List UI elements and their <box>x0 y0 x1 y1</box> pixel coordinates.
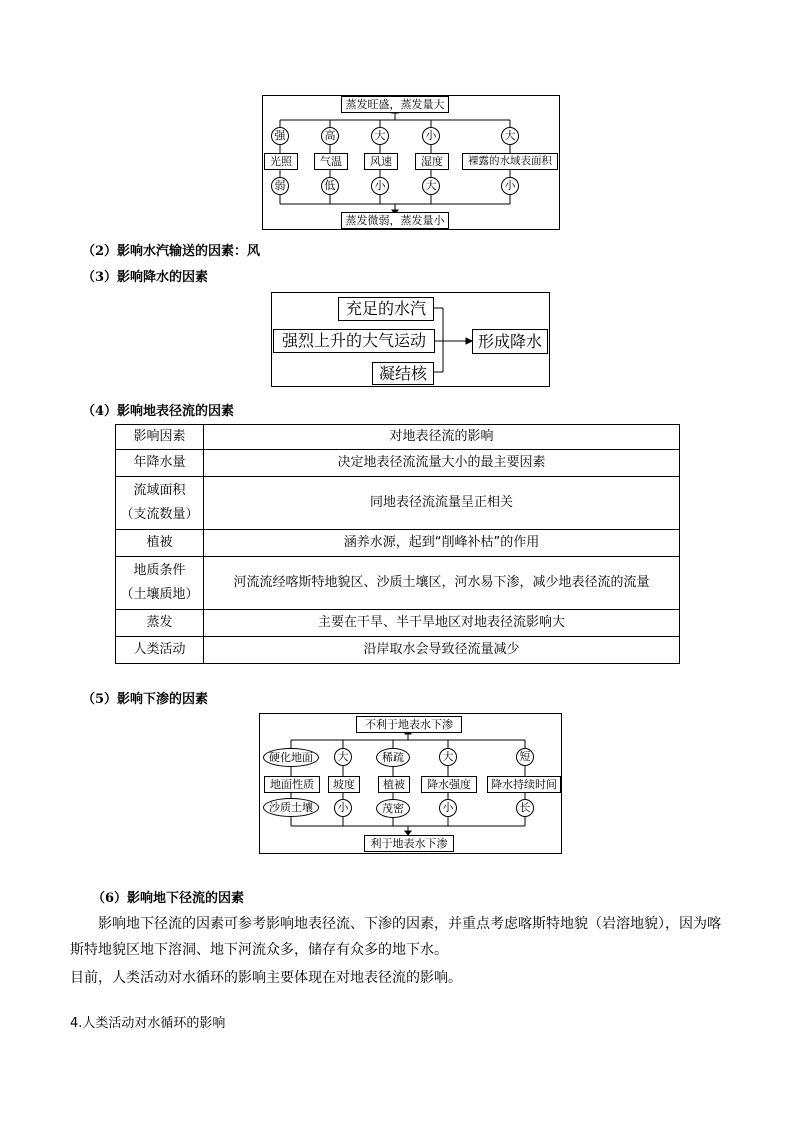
section-6-heading: （6）影响地下径流的因素 <box>92 891 245 906</box>
table-header-factor: 影响因素 <box>116 425 204 450</box>
evaporation-factor-3-top: 大 <box>371 127 389 145</box>
section-4-heading: （4）影响地表径流的因素 <box>82 404 235 419</box>
infiltration-factor-1-name: 地面性质 <box>264 776 320 793</box>
evaporation-factor-4-bottom: 大 <box>422 177 440 195</box>
infiltration-factor-5-name: 降水持续时间 <box>487 776 561 793</box>
infiltration-factor-4-top: 大 <box>439 748 457 766</box>
infiltration-factor-3-top: 稀疏 <box>376 748 410 767</box>
infiltration-factor-1-bottom: 沙质土壤 <box>263 798 319 817</box>
section-3-heading: （3）影响降水的因素 <box>82 270 209 285</box>
precipitation-input-2: 强烈上升的大气运动 <box>273 329 435 353</box>
evaporation-factor-1-top: 强 <box>271 127 289 145</box>
table-cell-factor: 年降水量 <box>116 450 204 477</box>
evaporation-top-label: 蒸发旺盛，蒸发量大 <box>341 96 449 113</box>
infiltration-factor-2-name: 坡度 <box>328 776 360 793</box>
evaporation-factor-1-bottom: 弱 <box>271 177 289 195</box>
precipitation-result: 形成降水 <box>472 329 548 354</box>
evaporation-factor-2-name: 气温 <box>314 153 348 170</box>
table-cell-effect: 同地表径流流量呈正相关 <box>204 477 680 530</box>
section-5-heading: （5）影响下渗的因素 <box>82 692 209 707</box>
section-2-heading: （2）影响水汽输送的因素：风 <box>82 244 261 259</box>
table-cell-factor-line1: 流域面积 <box>133 483 186 498</box>
infiltration-bottom-label: 利于地表水下渗 <box>364 835 454 852</box>
evaporation-factor-1-name: 光照 <box>264 153 298 170</box>
section-6-paragraph-line1: 影响地下径流的因素可参考影响地表径流、下渗的因素，并重点考虑喀斯特地貌（岩溶地貌），因为喀 <box>98 916 721 932</box>
table-cell-effect: 涵养水源，起到“削峰补枯”的作用 <box>204 530 680 557</box>
infiltration-factor-4-bottom: 小 <box>439 799 457 817</box>
evaporation-factor-2-bottom: 低 <box>321 177 339 195</box>
precipitation-input-3: 凝结核 <box>372 362 434 385</box>
table-cell-effect: 主要在干旱、半干旱地区对地表径流影响大 <box>204 610 680 637</box>
evaporation-factor-3-bottom: 小 <box>371 177 389 195</box>
evaporation-factor-5-name: 裸露的水域表面积 <box>462 153 558 170</box>
infiltration-factor-1-top: 硬化地面 <box>263 748 319 767</box>
evaporation-factor-4-top: 小 <box>422 127 440 145</box>
infiltration-factor-3-bottom: 茂密 <box>376 799 410 818</box>
section-6-paragraph-2: 目前，人类活动对水循环的影响主要体现在对地表径流的影响。 <box>70 970 462 986</box>
section-6-paragraph-line2: 斯特地貌区地下溶洞、地下河流众多，储存有众多的地下水。 <box>70 942 448 958</box>
infiltration-top-label: 不利于地表水下渗 <box>356 716 462 733</box>
table-cell-factor-line1: 地质条件 <box>133 563 186 578</box>
table-header-effect: 对地表径流的影响 <box>204 425 680 450</box>
evaporation-factor-5-bottom: 小 <box>501 177 519 195</box>
table-cell-factor-line2: （支流数量） <box>120 507 199 522</box>
evaporation-factor-4-name: 湿度 <box>415 153 449 170</box>
table-cell-factor-line2: （土壤质地） <box>120 587 199 602</box>
infiltration-factor-3-name: 植被 <box>378 776 410 793</box>
table-cell-effect: 沿岸取水会导致径流量减少 <box>204 637 680 664</box>
evaporation-factor-2-top: 高 <box>321 127 339 145</box>
evaporation-factor-5-top: 大 <box>501 127 519 145</box>
precipitation-input-1: 充足的水汽 <box>338 297 434 321</box>
table-cell-effect: 河流流经喀斯特地貌区、沙质土壤区，河水易下渗，减少地表径流的流量 <box>204 557 680 610</box>
table-cell-effect: 决定地表径流流量大小的最主要因素 <box>204 450 680 477</box>
infiltration-factor-2-bottom: 小 <box>334 799 352 817</box>
table-cell-factor: 植被 <box>116 530 204 557</box>
evaporation-factor-3-name: 风速 <box>364 153 398 170</box>
section-7-heading: 4.人类活动对水循环的影响 <box>70 1016 226 1031</box>
infiltration-factor-2-top: 大 <box>334 748 352 766</box>
infiltration-factor-5-bottom: 长 <box>516 799 534 817</box>
infiltration-factor-4-name: 降水强度 <box>421 776 477 793</box>
table-cell-factor: 人类活动 <box>116 637 204 664</box>
evaporation-bottom-label: 蒸发微弱，蒸发量小 <box>341 212 449 229</box>
table-cell-factor: 蒸发 <box>116 610 204 637</box>
infiltration-factor-5-top: 短 <box>516 748 534 766</box>
